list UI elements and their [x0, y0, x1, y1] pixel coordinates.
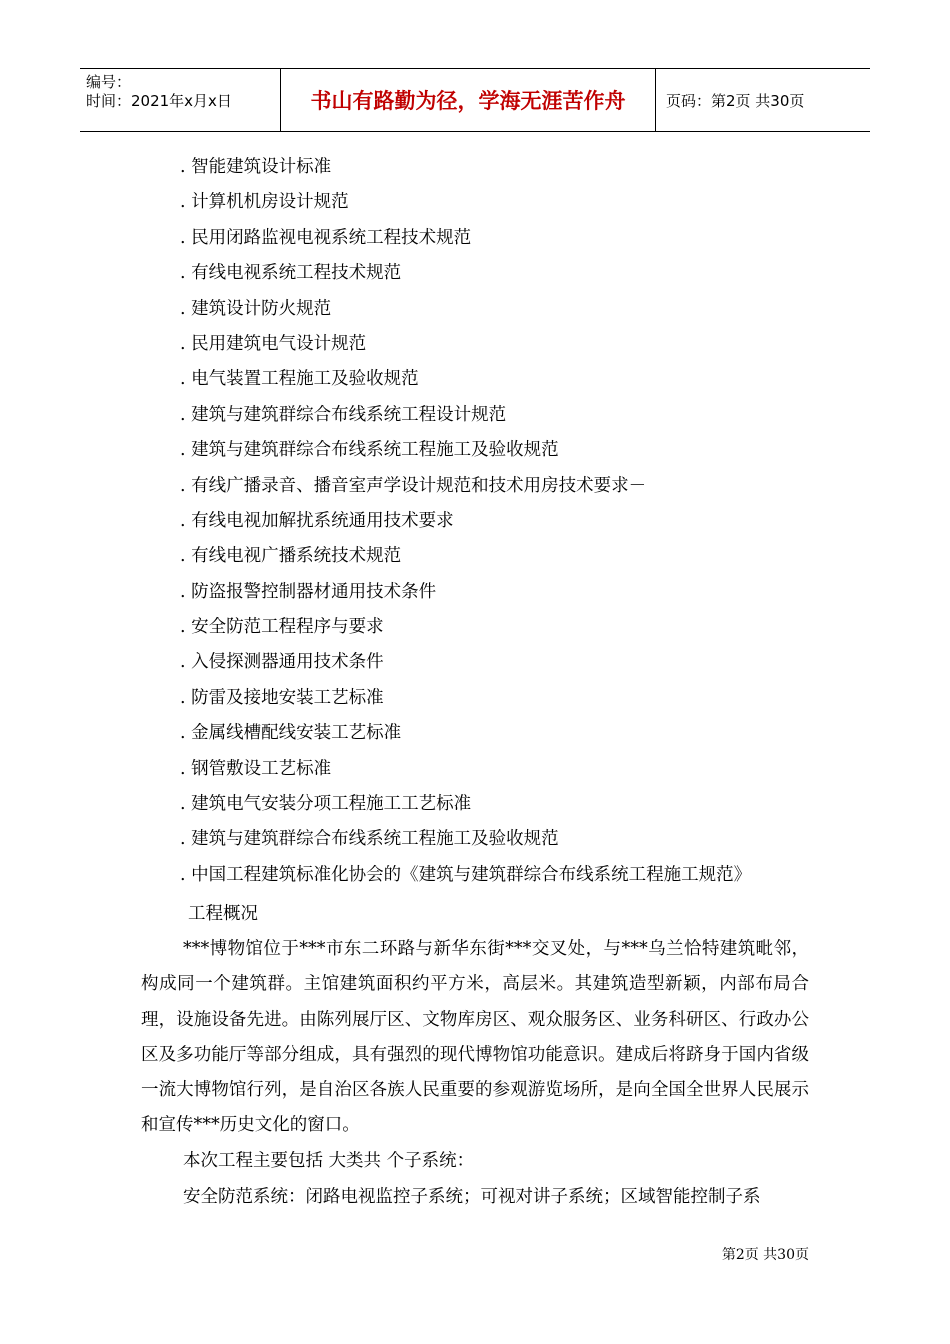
header-meta: [80, 69, 281, 131]
list-item: . 建筑与建筑群综合布线系统工程施工及验收规范: [180, 440, 559, 461]
section-title: 工程概况: [188, 904, 258, 924]
list-item: . 有线电视加解扰系统通用技术要求: [180, 510, 454, 531]
list-item: . 电气装置工程施工及验收规范: [180, 369, 419, 390]
list-item: . 建筑与建筑群综合布线系统工程施工及验收规范: [180, 829, 559, 850]
list-item: . 有线电视系统工程技术规范: [180, 263, 402, 284]
list-item: . 建筑电气安装分项工程施工工艺标准: [180, 794, 472, 815]
list-item: . 建筑与建筑群综合布线系统工程设计规范: [180, 404, 507, 425]
list-item: . 有线电视广播系统技术规范: [180, 546, 402, 567]
list-item: . 钢管敷设工艺标准: [180, 758, 332, 779]
list-item: . 民用建筑电气设计规范: [180, 333, 367, 354]
header-page-info: 页码：第2页 共30页: [666, 91, 805, 110]
scope-paragraph: 本次工程主要包括 大类共 个子系统：: [183, 1151, 475, 1171]
list-item: . 智能建筑设计标准: [180, 157, 332, 177]
list-item: . 建筑设计防火规范: [180, 298, 332, 319]
overview-paragraph: ***博物馆位于***市东二环路与新华东街***交叉处，与***乌兰恰特建筑毗邻，构成同一个建筑群。主馆建筑面积约平方米，高层米。其建筑造型新颖，内部布局合理，设施设备先进。由陈列展厅区、文物库房区、观众服务区、业务科研区、行政办公区及多功能厅等部分组成，具有强烈的现代博物馆功能意识。建成后将跻身于国内省级一流大博物馆行列，是自治区各族人民重要的参观游览场所，是向全国全世界人民展示和宣传***历史文化的窗口。: [141, 939, 809, 1136]
security-paragraph: 安全防范系统：闭路电视监控子系统；可视对讲子系统；区域智能控制子系: [183, 1187, 761, 1207]
list-item: . 有线广播录音、播音室声学设计规范和技术用房技术要求－: [180, 475, 647, 496]
list-item: . 民用闭路监视电视系统工程技术规范: [180, 227, 472, 248]
page-header: [80, 68, 870, 132]
list-item: . 安全防范工程程序与要求: [180, 617, 384, 638]
time-label: 时间：2021年x月x日: [86, 92, 232, 110]
list-item: . 防盗报警控制器材通用技术条件: [180, 581, 437, 602]
header-motto: 书山有路勤为径，学海无涯苦作舟: [281, 69, 656, 131]
list-item: . 中国工程建筑标准化协会的《建筑与建筑群综合布线系统工程施工规范》: [180, 864, 752, 885]
list-item: . 入侵探测器通用技术条件: [180, 652, 384, 673]
list-item: . 计算机机房设计规范: [180, 192, 349, 213]
standards-list: [180, 150, 751, 893]
list-item: . 金属线槽配线安装工艺标准: [180, 723, 402, 744]
list-item: . 防雷及接地安装工艺标准: [180, 687, 384, 708]
number-label: 编号：: [86, 73, 132, 91]
page-footer: 第2页 共30页: [721, 1247, 809, 1263]
